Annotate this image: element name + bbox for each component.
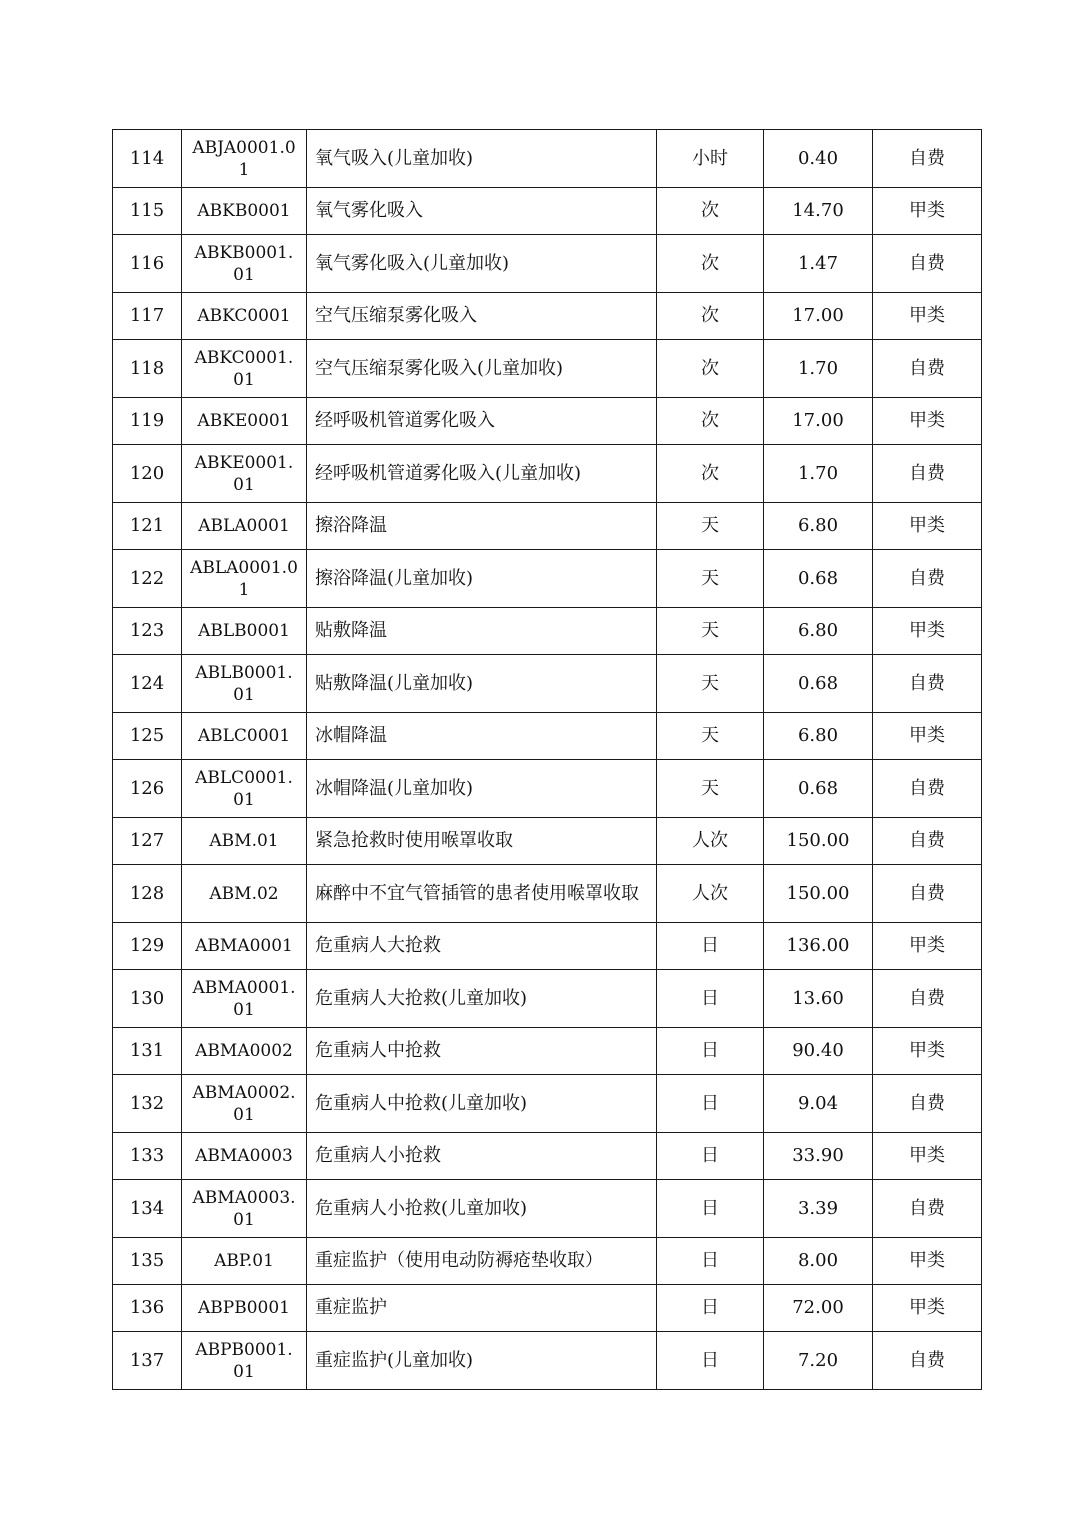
item-code: ABMA0001 bbox=[182, 923, 307, 970]
item-name: 擦浴降温(儿童加收) bbox=[307, 550, 657, 608]
item-unit: 人次 bbox=[657, 818, 764, 865]
item-name: 麻醉中不宜气管插管的患者使用喉罩收取 bbox=[307, 865, 657, 923]
table-row bbox=[113, 293, 982, 340]
item-price: 14.70 bbox=[764, 188, 873, 235]
item-code: ABM.02 bbox=[182, 865, 307, 923]
item-category: 甲类 bbox=[873, 503, 982, 550]
item-category: 甲类 bbox=[873, 713, 982, 760]
item-category: 自费 bbox=[873, 130, 982, 188]
item-code: ABKE0001 bbox=[182, 398, 307, 445]
item-category: 甲类 bbox=[873, 1133, 982, 1180]
item-unit: 人次 bbox=[657, 865, 764, 923]
item-category: 自费 bbox=[873, 970, 982, 1028]
item-unit: 小时 bbox=[657, 130, 764, 188]
table-row bbox=[113, 970, 982, 1028]
table-row bbox=[113, 818, 982, 865]
item-unit: 日 bbox=[657, 923, 764, 970]
item-name: 擦浴降温 bbox=[307, 503, 657, 550]
item-category: 甲类 bbox=[873, 1238, 982, 1285]
table-row bbox=[113, 713, 982, 760]
item-price: 150.00 bbox=[764, 865, 873, 923]
item-price: 0.68 bbox=[764, 655, 873, 713]
item-unit: 日 bbox=[657, 1238, 764, 1285]
item-name: 危重病人大抢救 bbox=[307, 923, 657, 970]
row-number: 135 bbox=[113, 1238, 182, 1285]
item-category: 甲类 bbox=[873, 188, 982, 235]
item-name: 氧气吸入(儿童加收) bbox=[307, 130, 657, 188]
item-price: 0.40 bbox=[764, 130, 873, 188]
item-category: 自费 bbox=[873, 1332, 982, 1390]
item-unit: 天 bbox=[657, 713, 764, 760]
item-code: ABLB0001 bbox=[182, 608, 307, 655]
item-code: ABLA0001.01 bbox=[182, 550, 307, 608]
item-category: 甲类 bbox=[873, 1028, 982, 1075]
table-row bbox=[113, 1075, 982, 1133]
table-row bbox=[113, 760, 982, 818]
item-name: 贴敷降温 bbox=[307, 608, 657, 655]
row-number: 123 bbox=[113, 608, 182, 655]
row-number: 133 bbox=[113, 1133, 182, 1180]
item-name: 紧急抢救时使用喉罩收取 bbox=[307, 818, 657, 865]
item-unit: 天 bbox=[657, 550, 764, 608]
item-unit: 日 bbox=[657, 1332, 764, 1390]
item-code: ABP.01 bbox=[182, 1238, 307, 1285]
item-price: 8.00 bbox=[764, 1238, 873, 1285]
table-row bbox=[113, 550, 982, 608]
item-code: ABKC0001.01 bbox=[182, 340, 307, 398]
item-name: 重症监护 bbox=[307, 1285, 657, 1332]
item-category: 自费 bbox=[873, 1075, 982, 1133]
item-price: 7.20 bbox=[764, 1332, 873, 1390]
row-number: 131 bbox=[113, 1028, 182, 1075]
item-price: 6.80 bbox=[764, 503, 873, 550]
item-code: ABKE0001.01 bbox=[182, 445, 307, 503]
row-number: 132 bbox=[113, 1075, 182, 1133]
item-price: 17.00 bbox=[764, 293, 873, 340]
table-row bbox=[113, 1238, 982, 1285]
item-category: 自费 bbox=[873, 550, 982, 608]
item-code: ABMA0003 bbox=[182, 1133, 307, 1180]
item-unit: 天 bbox=[657, 608, 764, 655]
item-unit: 次 bbox=[657, 235, 764, 293]
item-price: 90.40 bbox=[764, 1028, 873, 1075]
item-price: 0.68 bbox=[764, 760, 873, 818]
table-row bbox=[113, 923, 982, 970]
table-row bbox=[113, 235, 982, 293]
item-code: ABPB0001 bbox=[182, 1285, 307, 1332]
item-price: 17.00 bbox=[764, 398, 873, 445]
item-category: 自费 bbox=[873, 1180, 982, 1238]
table-row bbox=[113, 655, 982, 713]
item-name: 重症监护(儿童加收) bbox=[307, 1332, 657, 1390]
item-unit: 日 bbox=[657, 1285, 764, 1332]
row-number: 129 bbox=[113, 923, 182, 970]
item-category: 甲类 bbox=[873, 608, 982, 655]
row-number: 119 bbox=[113, 398, 182, 445]
item-code: ABLC0001.01 bbox=[182, 760, 307, 818]
item-unit: 日 bbox=[657, 1075, 764, 1133]
item-category: 甲类 bbox=[873, 398, 982, 445]
item-price: 9.04 bbox=[764, 1075, 873, 1133]
row-number: 137 bbox=[113, 1332, 182, 1390]
item-name: 冰帽降温 bbox=[307, 713, 657, 760]
row-number: 128 bbox=[113, 865, 182, 923]
item-name: 危重病人大抢救(儿童加收) bbox=[307, 970, 657, 1028]
row-number: 125 bbox=[113, 713, 182, 760]
item-price: 136.00 bbox=[764, 923, 873, 970]
row-number: 117 bbox=[113, 293, 182, 340]
item-unit: 次 bbox=[657, 340, 764, 398]
row-number: 121 bbox=[113, 503, 182, 550]
item-unit: 天 bbox=[657, 655, 764, 713]
item-name: 危重病人中抢救(儿童加收) bbox=[307, 1075, 657, 1133]
item-unit: 日 bbox=[657, 1133, 764, 1180]
row-number: 115 bbox=[113, 188, 182, 235]
item-name: 重症监护（使用电动防褥疮垫收取） bbox=[307, 1238, 657, 1285]
row-number: 122 bbox=[113, 550, 182, 608]
item-price: 1.70 bbox=[764, 340, 873, 398]
table-row bbox=[113, 865, 982, 923]
item-code: ABMA0003.01 bbox=[182, 1180, 307, 1238]
item-price: 1.47 bbox=[764, 235, 873, 293]
row-number: 118 bbox=[113, 340, 182, 398]
table-row bbox=[113, 1332, 982, 1390]
row-number: 116 bbox=[113, 235, 182, 293]
table-row bbox=[113, 1133, 982, 1180]
item-code: ABKB0001.01 bbox=[182, 235, 307, 293]
item-unit: 天 bbox=[657, 760, 764, 818]
item-category: 自费 bbox=[873, 655, 982, 713]
item-name: 空气压缩泵雾化吸入(儿童加收) bbox=[307, 340, 657, 398]
item-unit: 日 bbox=[657, 970, 764, 1028]
item-price: 1.70 bbox=[764, 445, 873, 503]
table-row bbox=[113, 1028, 982, 1075]
item-name: 经呼吸机管道雾化吸入 bbox=[307, 398, 657, 445]
table-row bbox=[113, 130, 982, 188]
item-unit: 次 bbox=[657, 445, 764, 503]
item-code: ABLC0001 bbox=[182, 713, 307, 760]
table-row bbox=[113, 503, 982, 550]
item-name: 危重病人小抢救(儿童加收) bbox=[307, 1180, 657, 1238]
item-category: 自费 bbox=[873, 445, 982, 503]
item-category: 甲类 bbox=[873, 923, 982, 970]
item-code: ABPB0001.01 bbox=[182, 1332, 307, 1390]
item-price: 0.68 bbox=[764, 550, 873, 608]
item-category: 自费 bbox=[873, 235, 982, 293]
item-name: 危重病人中抢救 bbox=[307, 1028, 657, 1075]
item-category: 甲类 bbox=[873, 1285, 982, 1332]
item-price: 6.80 bbox=[764, 713, 873, 760]
row-number: 114 bbox=[113, 130, 182, 188]
item-name: 冰帽降温(儿童加收) bbox=[307, 760, 657, 818]
item-category: 自费 bbox=[873, 865, 982, 923]
item-category: 自费 bbox=[873, 760, 982, 818]
item-code: ABM.01 bbox=[182, 818, 307, 865]
row-number: 134 bbox=[113, 1180, 182, 1238]
item-price: 150.00 bbox=[764, 818, 873, 865]
item-category: 甲类 bbox=[873, 293, 982, 340]
item-unit: 日 bbox=[657, 1028, 764, 1075]
item-unit: 天 bbox=[657, 503, 764, 550]
item-price: 33.90 bbox=[764, 1133, 873, 1180]
row-number: 130 bbox=[113, 970, 182, 1028]
item-code: ABLB0001.01 bbox=[182, 655, 307, 713]
item-code: ABKC0001 bbox=[182, 293, 307, 340]
item-code: ABKB0001 bbox=[182, 188, 307, 235]
item-code: ABJA0001.01 bbox=[182, 130, 307, 188]
item-name: 危重病人小抢救 bbox=[307, 1133, 657, 1180]
table-row bbox=[113, 188, 982, 235]
row-number: 120 bbox=[113, 445, 182, 503]
item-price: 72.00 bbox=[764, 1285, 873, 1332]
item-unit: 日 bbox=[657, 1180, 764, 1238]
table-row bbox=[113, 340, 982, 398]
item-name: 贴敷降温(儿童加收) bbox=[307, 655, 657, 713]
item-category: 自费 bbox=[873, 340, 982, 398]
table-row bbox=[113, 1180, 982, 1238]
item-name: 氧气雾化吸入 bbox=[307, 188, 657, 235]
table-row bbox=[113, 608, 982, 655]
item-name: 经呼吸机管道雾化吸入(儿童加收) bbox=[307, 445, 657, 503]
item-category: 自费 bbox=[873, 818, 982, 865]
table-row bbox=[113, 398, 982, 445]
row-number: 127 bbox=[113, 818, 182, 865]
item-name: 氧气雾化吸入(儿童加收) bbox=[307, 235, 657, 293]
item-code: ABMA0002 bbox=[182, 1028, 307, 1075]
table-row bbox=[113, 1285, 982, 1332]
item-price: 3.39 bbox=[764, 1180, 873, 1238]
item-unit: 次 bbox=[657, 188, 764, 235]
item-unit: 次 bbox=[657, 293, 764, 340]
item-name: 空气压缩泵雾化吸入 bbox=[307, 293, 657, 340]
table-row bbox=[113, 445, 982, 503]
row-number: 124 bbox=[113, 655, 182, 713]
item-code: ABMA0001.01 bbox=[182, 970, 307, 1028]
item-code: ABMA0002.01 bbox=[182, 1075, 307, 1133]
item-price: 6.80 bbox=[764, 608, 873, 655]
item-code: ABLA0001 bbox=[182, 503, 307, 550]
item-price: 13.60 bbox=[764, 970, 873, 1028]
item-unit: 次 bbox=[657, 398, 764, 445]
fee-table-body bbox=[113, 130, 982, 1390]
fee-table bbox=[112, 129, 982, 1390]
row-number: 136 bbox=[113, 1285, 182, 1332]
row-number: 126 bbox=[113, 760, 182, 818]
